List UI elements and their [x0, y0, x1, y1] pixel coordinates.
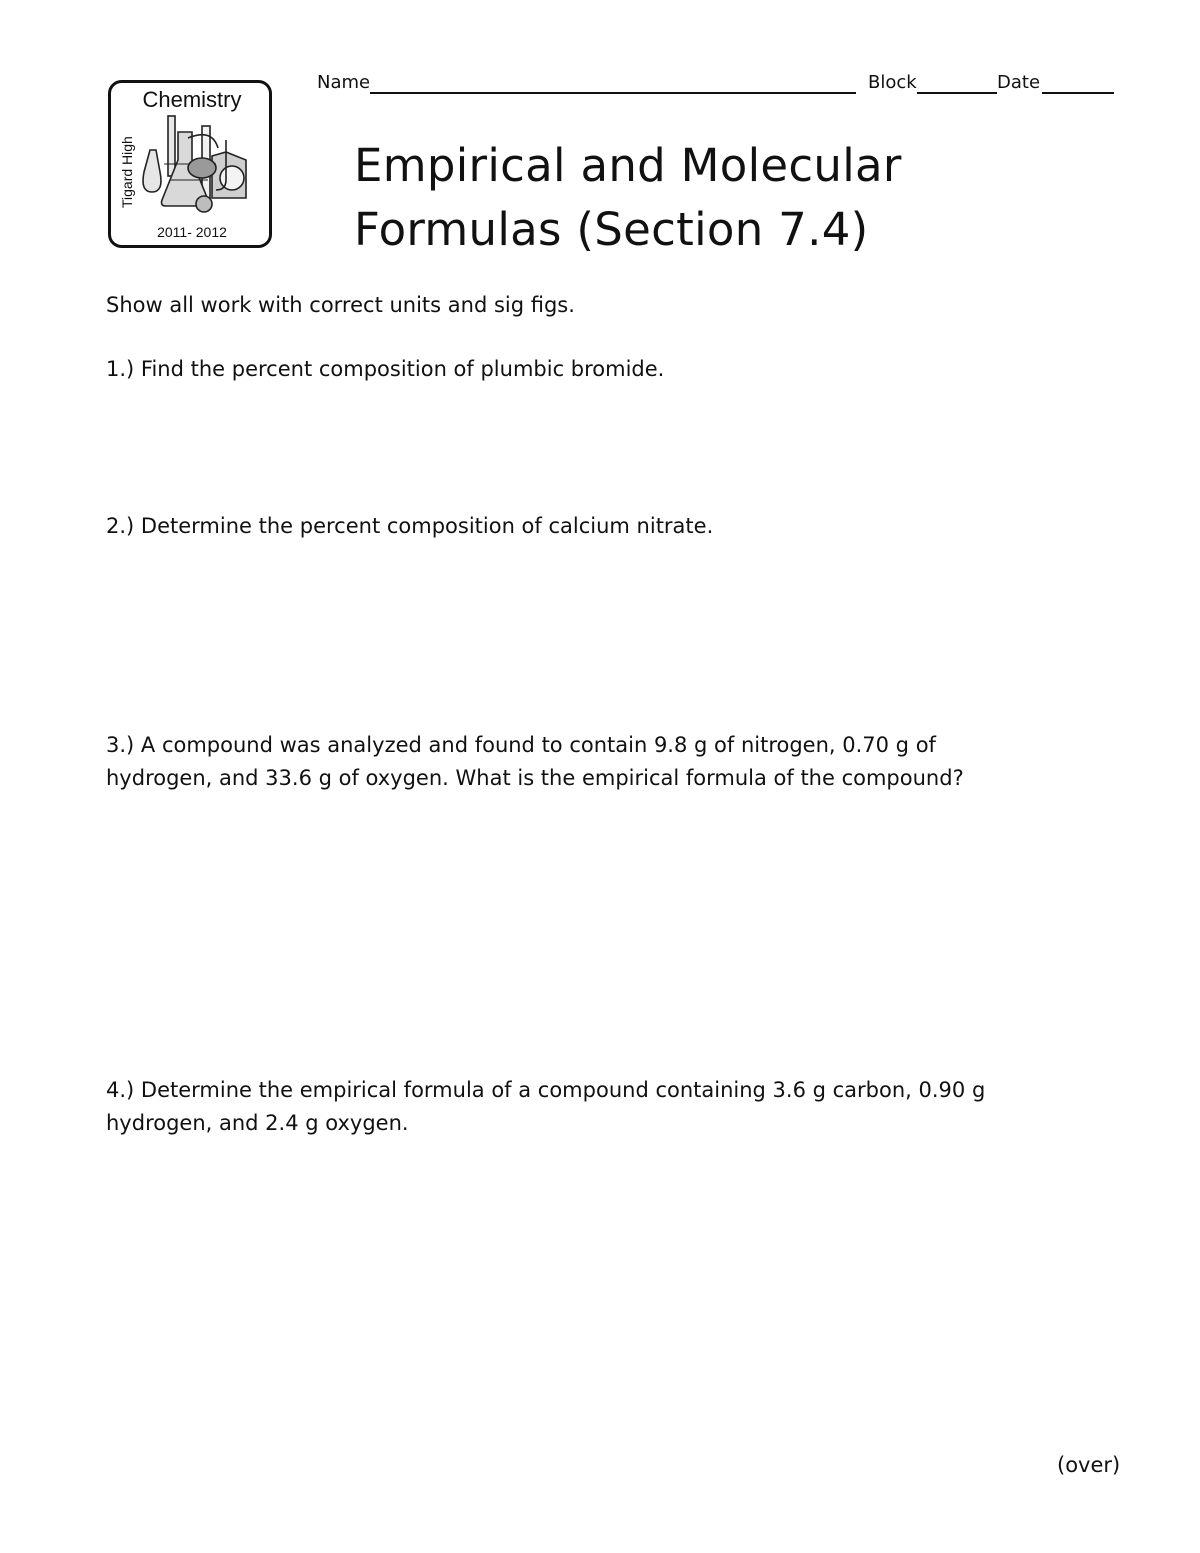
- logo-years: 2011- 2012: [157, 224, 227, 240]
- title-line-2: Formulas (Section 7.4): [354, 203, 869, 256]
- question-3-line-1: 3.) A compound was analyzed and found to contain 9.8 g of nitrogen, 0.70 g of: [106, 733, 936, 757]
- question-4-line-1: 4.) Determine the empirical formula of a compound containing 3.6 g carbon, 0.90 g: [106, 1078, 986, 1102]
- question-2: [106, 510, 713, 543]
- name-field[interactable]: [370, 92, 856, 94]
- logo-side-text: Tigard High: [119, 136, 135, 208]
- question-4-line-2: hydrogen, and 2.4 g oxygen.: [106, 1111, 409, 1135]
- block-label: Block: [868, 72, 917, 93]
- question-1-line-1: 1.) Find the percent composition of plumbic bromide.: [106, 357, 665, 381]
- question-2-line-1: 2.) Determine the percent composition of calcium nitrate.: [106, 514, 714, 538]
- name-label: Name: [317, 72, 371, 93]
- title-line-1: Empirical and Molecular: [354, 139, 902, 192]
- question-1: [106, 353, 664, 386]
- question-3: [106, 729, 964, 795]
- instructions: Show all work with correct units and sig figs.: [106, 293, 575, 317]
- over-note: (over): [1057, 1453, 1121, 1477]
- page-title: [354, 134, 902, 262]
- date-label: Date: [997, 72, 1041, 93]
- date-field[interactable]: [1042, 92, 1114, 94]
- chemistry-logo: [108, 80, 272, 248]
- block-field[interactable]: [917, 92, 997, 94]
- question-3-line-2: hydrogen, and 33.6 g of oxygen. What is the empirical formula of the compound?: [106, 766, 964, 790]
- question-4: [106, 1074, 985, 1140]
- logo-title: Chemistry: [142, 87, 242, 112]
